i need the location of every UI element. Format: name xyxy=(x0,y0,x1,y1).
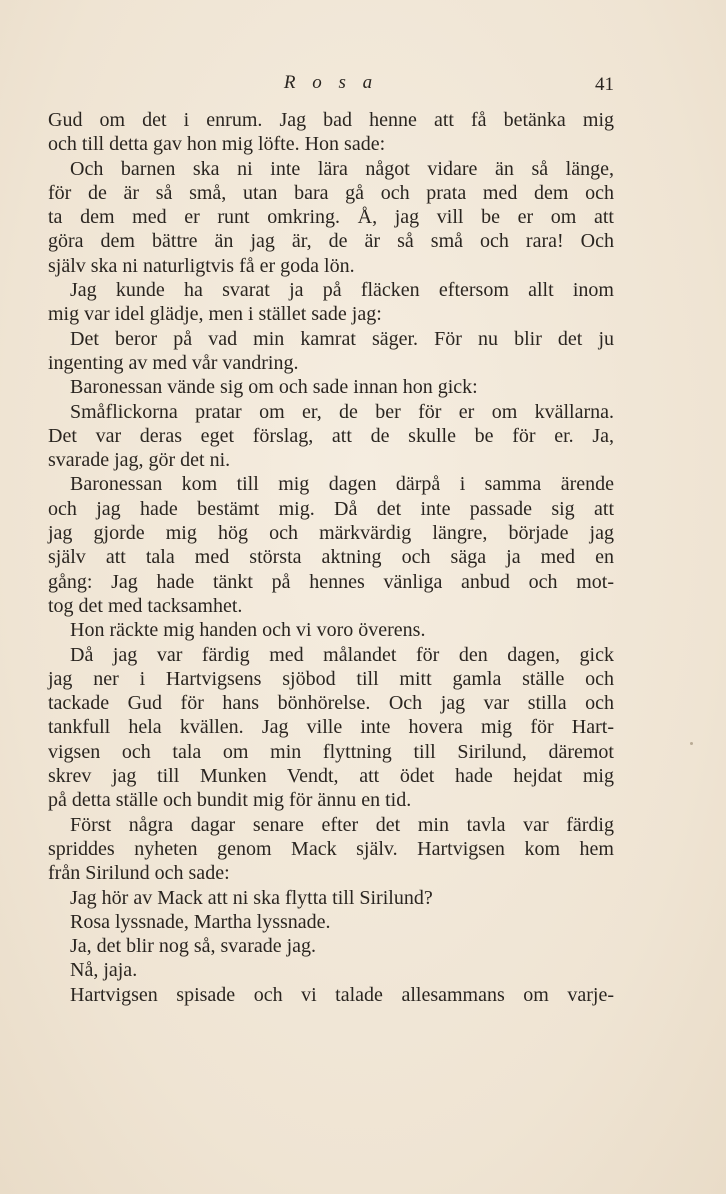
text-line: Nå, jaja. xyxy=(70,959,138,982)
text-line: Först några dagar senare efter det min tavla var färdig xyxy=(70,813,614,836)
text-line: jag ner i Hartvigsens sjöbod till mitt gamla ställe och xyxy=(48,667,614,690)
text-line: göra dem bättre än jag är, de är så små och rara! Och xyxy=(48,230,614,253)
text-line: ta dem med er runt omkring. Å, jag vill be er om att xyxy=(48,206,614,229)
text-line: Ja, det blir nog så, svarade jag. xyxy=(70,935,317,958)
text-line: Småflickorna pratar om er, de ber för er om kvällarna. xyxy=(70,400,614,423)
text-line: Baronessan vände sig om och sade innan hon gick: xyxy=(70,376,478,399)
text-line: Baronessan kom till mig dagen därpå i samma ärende xyxy=(70,473,614,496)
text-line: Hartvigsen spisade och vi talade allesammans om varje- xyxy=(70,983,614,1006)
text-line: tackade Gud för hans bönhörelse. Och jag var stilla och xyxy=(48,692,614,715)
text-line: vigsen och tala om min flyttning till Sirilund, däremot xyxy=(48,740,614,763)
text-line: jag gjorde mig hög och märkvärdig längre, började jag xyxy=(48,522,614,545)
text-line: spriddes nyheten genom Mack själv. Hartvigsen kom hem xyxy=(48,837,614,860)
text-line: Hon räckte mig handen och vi voro överens. xyxy=(70,619,426,642)
page-number: 41 xyxy=(595,74,614,95)
text-line: Jag kunde ha svarat ja på fläcken eftersom allt inom xyxy=(70,279,614,302)
text-line: och till detta gav hon mig löfte. Hon sade: xyxy=(48,133,386,156)
text-line: Jag hör av Mack att ni ska flytta till Sirilund? xyxy=(70,886,433,909)
text-line: Det beror på vad min kamrat säger. För nu blir det ju xyxy=(70,327,614,350)
text-line: mig var idel glädje, men i stället sade jag: xyxy=(48,303,382,326)
text-line: Då jag var färdig med målandet för den dagen, gick xyxy=(70,643,614,666)
text-line: gång: Jag hade tänkt på hennes vänliga anbud och mot- xyxy=(48,570,614,593)
body-text xyxy=(48,108,614,1007)
margin-speck xyxy=(690,742,693,745)
text-line: Gud om det i enrum. Jag bad henne att få betänka mig xyxy=(48,109,614,131)
text-line: tankfull hela kvällen. Jag ville inte hovera mig för Hart- xyxy=(48,716,614,739)
text-line: och jag hade bestämt mig. Då det inte passade sig att xyxy=(48,497,614,520)
text-line: själv att tala med största aktning och säga ja med en xyxy=(48,546,614,569)
text-line: Det var deras eget förslag, att de skulle be för er. Ja, xyxy=(48,424,614,447)
text-line: ingenting av med vår vandring. xyxy=(48,351,299,374)
text-line: från Sirilund och sade: xyxy=(48,862,230,885)
text-line: för de är så små, utan bara gå och prata med dem och xyxy=(48,181,614,204)
text-line: Och barnen ska ni inte lära något vidare än så länge, xyxy=(70,157,614,180)
text-line: på detta ställe och bundit mig för ännu en tid. xyxy=(48,789,412,812)
running-title: R o s a xyxy=(283,72,379,93)
text-line: tog det med tacksamhet. xyxy=(48,594,243,617)
text-line: skrev jag till Munken Vendt, att ödet hade hejdat mig xyxy=(48,765,614,788)
text-line: Rosa lyssnade, Martha lyssnade. xyxy=(70,910,331,933)
text-line: svarade jag, gör det ni. xyxy=(48,449,231,472)
text-line: själv ska ni naturligtvis få er goda lön. xyxy=(48,254,355,277)
running-head xyxy=(48,70,614,100)
